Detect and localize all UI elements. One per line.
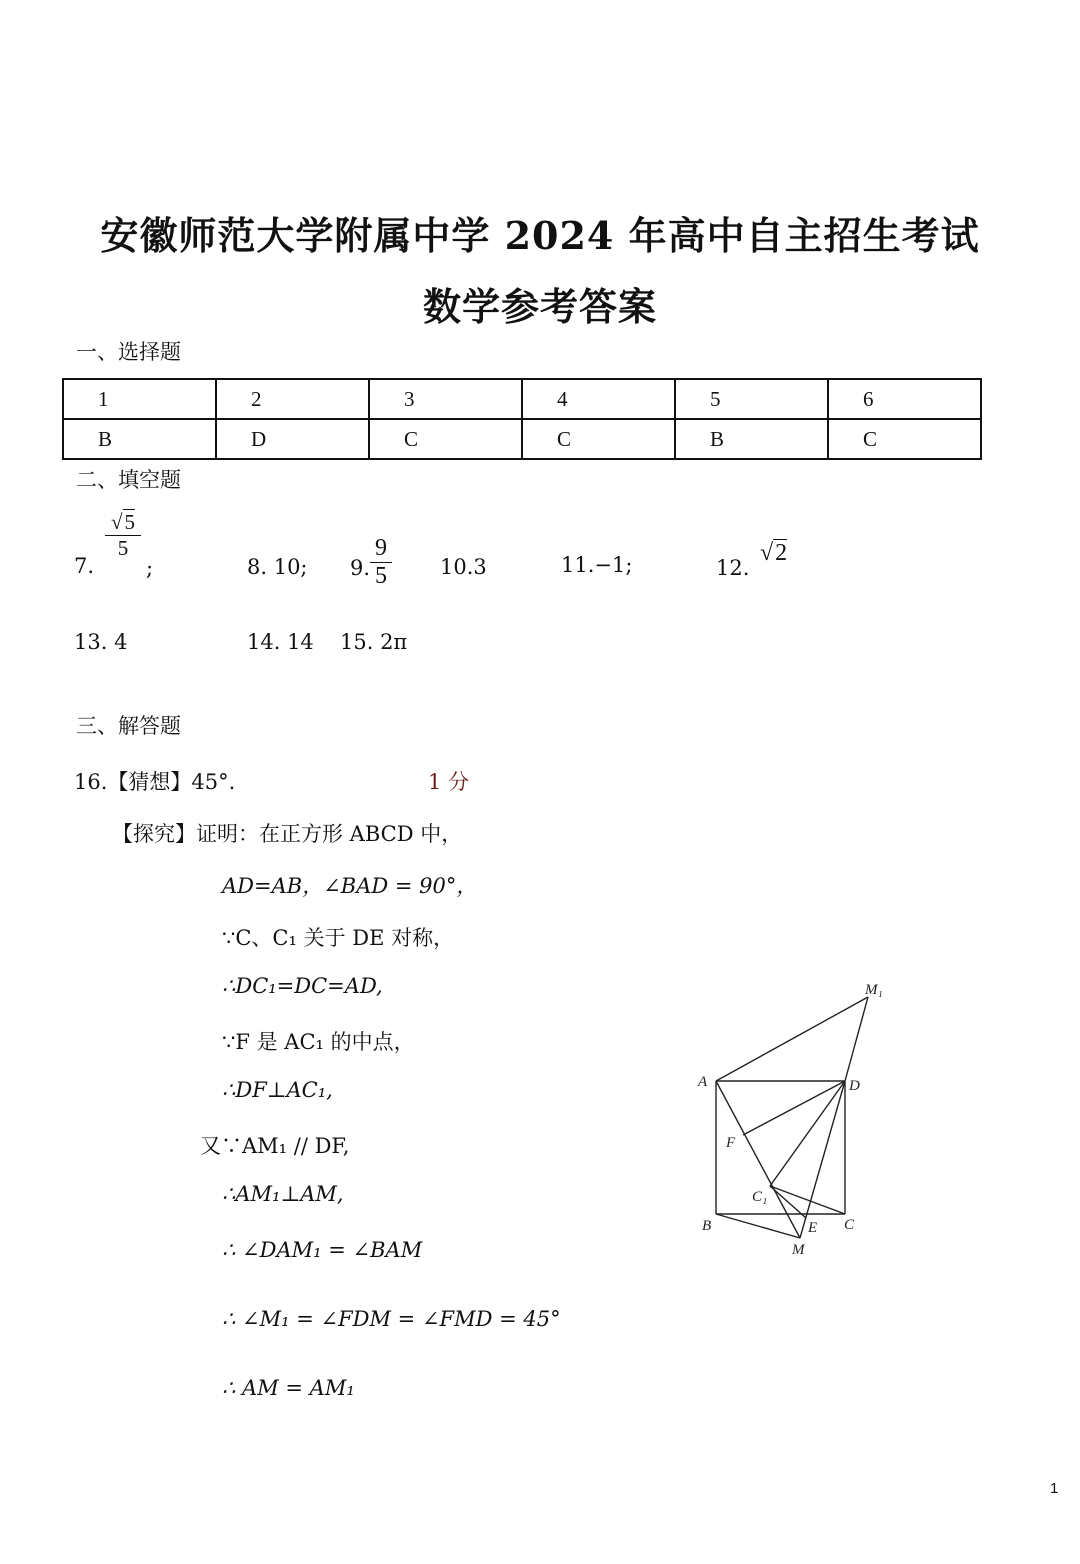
proof-line: ∴ AM = AM₁ <box>222 1376 355 1400</box>
proof-line: ∵F 是 AC₁ 的中点， <box>222 1030 415 1054</box>
table-cell: C <box>828 419 981 459</box>
document-title: 安徽师范大学附属中学 2024 年高中自主招生考试 <box>100 213 980 258</box>
answer-table <box>62 378 982 460</box>
sqrt-glyph: √ <box>760 540 774 566</box>
table-cell: 6 <box>828 379 981 419</box>
segment-BM <box>716 1214 800 1238</box>
proof-line: ∴DC₁=DC=AD, <box>222 974 383 998</box>
q10-answer: 10.3 <box>440 555 487 579</box>
segment-M1D <box>845 997 868 1081</box>
segment-C1E <box>770 1186 806 1218</box>
section-heading-choice: 一、选择题 <box>76 340 181 364</box>
table-cell: 2 <box>216 379 369 419</box>
label-C: C <box>844 1217 855 1233</box>
proof-line: ∴AM₁⊥AM, <box>222 1182 344 1206</box>
geometry-figure <box>690 970 900 1270</box>
q9-fraction <box>370 535 392 590</box>
proof-line: ∴ ∠M₁ = ∠FDM = ∠FMD = 45° <box>222 1307 561 1331</box>
table-cell: 4 <box>522 379 675 419</box>
label-M: M <box>792 1242 805 1258</box>
label-D: D <box>849 1078 860 1094</box>
table-cell: D <box>216 419 369 459</box>
table-row <box>63 419 981 459</box>
table-cell: 3 <box>369 379 522 419</box>
q7-label: 7. <box>74 554 95 578</box>
table-cell: C <box>369 419 522 459</box>
section-heading-fill: 二、填空题 <box>76 468 181 492</box>
q15-answer: 15. 2π <box>340 630 408 654</box>
label-C1: C₁ <box>752 1189 768 1205</box>
table-cell: B <box>63 419 216 459</box>
proof-line: ∵C、C₁ 关于 DE 对称， <box>222 926 455 950</box>
q7-denominator: 5 <box>105 535 141 561</box>
q12-label: 12. <box>716 556 750 580</box>
page-number: 1 <box>1050 1480 1059 1497</box>
segment-AM1 <box>716 997 868 1081</box>
q9-denominator: 5 <box>370 562 392 590</box>
proof-line: ∴DF⊥AC₁, <box>222 1078 333 1102</box>
q9-numerator: 9 <box>375 535 387 561</box>
q7-numerator <box>105 510 141 535</box>
q8-answer: 8. 10; <box>247 555 308 579</box>
q7-radicand: 5 <box>124 510 136 534</box>
q12-radicand: 2 <box>775 540 788 566</box>
label-B: B <box>702 1218 712 1234</box>
label-A: A <box>698 1074 708 1090</box>
segment-DF <box>743 1081 845 1135</box>
q7-separator: ; <box>146 556 154 580</box>
q7-fraction <box>105 510 141 561</box>
label-M1: M₁ <box>865 982 883 998</box>
proof-line: AD=AB，∠BAD = 90°， <box>222 874 478 898</box>
table-row <box>63 379 981 419</box>
segment-DC1 <box>770 1081 845 1186</box>
q16-score: 1 分 <box>428 770 470 794</box>
document-subtitle: 数学参考答案 <box>422 284 657 329</box>
proof-line: ∴ ∠DAM₁ = ∠BAM <box>222 1238 423 1262</box>
section-heading-solution: 三、解答题 <box>76 714 181 738</box>
q16-conjecture: 16.【猜想】45°. <box>74 770 236 794</box>
table-cell: 1 <box>63 379 216 419</box>
table-cell: 5 <box>675 379 828 419</box>
q13-answer: 13. 4 <box>74 630 128 654</box>
table-cell: C <box>522 419 675 459</box>
label-F: F <box>726 1135 736 1151</box>
q12-sqrt <box>760 540 787 567</box>
label-E: E <box>808 1220 818 1236</box>
proof-line: 又∵AM₁ // DF, <box>200 1134 350 1158</box>
sqrt-glyph: √ <box>110 510 123 534</box>
proof-line: 【探究】证明：在正方形 ABCD 中， <box>112 822 463 846</box>
q11-answer: 11.−1; <box>561 553 633 577</box>
table-cell: B <box>675 419 828 459</box>
q9-label: 9. <box>350 556 371 580</box>
q14-answer: 14. 14 <box>247 630 314 654</box>
